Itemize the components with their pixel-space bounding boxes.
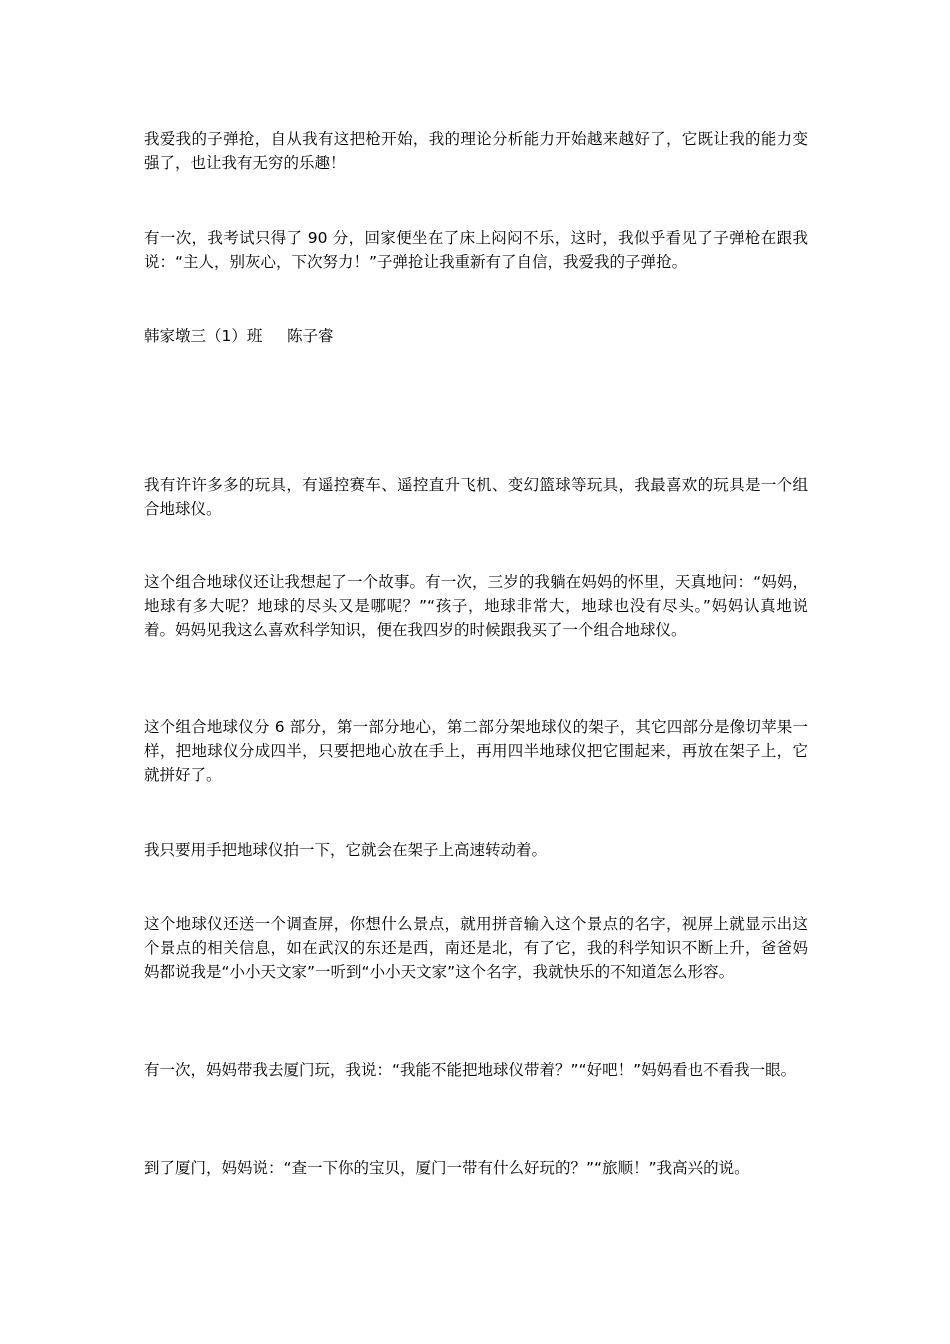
paragraph-3: 我有许许多多的玩具，有遥控赛车、遥控直升飞机、变幻篮球等玩具，我最喜欢的玩具是一个组合地球仪。 bbox=[144, 476, 808, 518]
paragraph-5: 这个组合地球仪分 6 部分，第一部分地心，第二部分架地球仪的架子，其它四部分是像切苹果一样，把地球仪分成四半，只要把地心放在手上，再用四半地球仪把它围起来，再放在架子上，它就拼好了。 bbox=[144, 718, 808, 784]
paragraph-9: 到了厦门，妈妈说：“查一下你的宝贝，厦门一带有什么好玩的？”“旅顺！”我高兴的说。 bbox=[144, 1159, 750, 1177]
paragraph-8: 有一次，妈妈带我去厦门玩，我说：“我能不能把地球仪带着？”“好吧！”妈妈看也不看我一眼。 bbox=[144, 1061, 797, 1079]
paragraph-4: 这个组合地球仪还让我想起了一个故事。有一次，三岁的我躺在妈妈的怀里，天真地问：“妈妈，地球有多大呢？地球的尽头又是哪呢？”“孩子，地球非常大，地球也没有尽头。”妈妈认真地说着。妈妈见我这么喜欢科学知识，便在我四岁的时候跟我买了一个组合地球仪。 bbox=[144, 573, 808, 639]
author-name: 陈子睿 bbox=[287, 327, 334, 345]
author-signature bbox=[144, 324, 334, 348]
paragraph-1: 我爱我的子弹抢，自从我有这把枪开始，我的理论分析能力开始越来越好了，它既让我的能力变强了，也让我有无穷的乐趣！ bbox=[144, 130, 808, 172]
paragraph-6: 我只要用手把地球仪拍一下，它就会在架子上高速转动着。 bbox=[144, 841, 548, 859]
paragraph-7: 这个地球仪还送一个调查屏，你想什么景点，就用拼音输入这个景点的名字，视屏上就显示出这个景点的相关信息，如在武汉的东还是西，南还是北，有了它，我的科学知识不断上升，爸爸妈妈都说我是“小小天文家”一听到“小小天文家”这个名字，我就快乐的不知道怎么形容。 bbox=[144, 915, 808, 981]
paragraph-2: 有一次，我考试只得了 90 分，回家便坐在了床上闷闷不乐，这时，我似乎看见了子弹枪在跟我说：“主人，别灰心，下次努力！”子弹抢让我重新有了自信，我爱我的子弹抢。 bbox=[144, 229, 808, 271]
author-class: 韩家墩三（1）班 bbox=[144, 327, 263, 345]
